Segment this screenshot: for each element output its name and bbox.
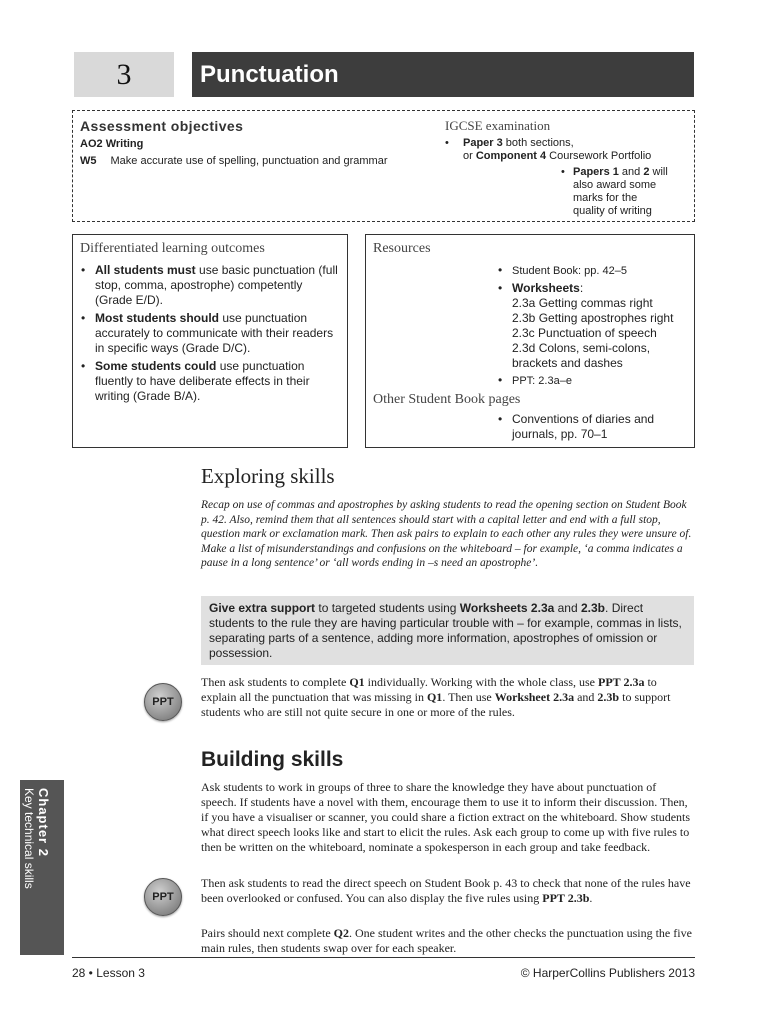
building-para3 <box>201 926 693 956</box>
outcome-bold: All students must <box>95 263 196 277</box>
building-para1: Ask students to work in groups of three to share the knowledge they have about punctuation of speech. If students have a novel with them, encourage them to use it to inform their discussion. Then, if you have a visualiser or scanner, you could share a fiction extract on the whiteboard. Show students what direct speech looks like and start to elicit the rules. Ask each group to come up with five rules to then be written on the whiteboard, nominate a spokesperson in each group and take feedback. <box>201 780 691 854</box>
list-item: • Worksheets: 2.3a Getting commas right 2.3b Getting apostrophes right 2.3c Punctuation of speech 2.3d Colons, semi-colons, brackets and dashes <box>498 281 674 370</box>
other-pages-heading: Other Student Book pages <box>373 392 521 407</box>
worksheet-item: brackets and dashes <box>512 356 623 370</box>
ppt-icon <box>144 878 182 916</box>
text: individually. Working with the whole class, use <box>364 675 598 689</box>
q1: Q1 <box>426 690 443 704</box>
worksheet-item: 2.3b Getting apostrophes right <box>512 311 674 325</box>
list-item <box>77 311 339 356</box>
list-item: • PPT: 2.3a–e <box>498 373 572 387</box>
papers-mid: and <box>618 166 644 178</box>
outcomes-heading: Differentiated learning outcomes <box>80 241 265 256</box>
resources-list <box>498 263 693 389</box>
exam-component4: Component 4 <box>475 150 547 162</box>
outcome-bold: Most students should <box>95 311 219 325</box>
page-title <box>192 52 694 97</box>
page-title-text: Punctuation <box>200 60 339 88</box>
worksheet-item: 2.3c Punctuation of speech <box>512 326 657 340</box>
text: . One student writes and the other checks the punctuation using the five main rules, then students swap over for each speaker. <box>201 926 692 955</box>
exam-line-1: • Paper 3 both sections, <box>445 137 574 149</box>
outcome-text: use punctuation fluently to have deliberate effects in their writing (Grade B/A). <box>95 359 310 403</box>
list-item: • Student Book: pp. 42–5 <box>498 263 627 277</box>
text: . Then use <box>442 690 495 704</box>
ao2-line <box>80 138 143 151</box>
building-heading: Building skills <box>201 748 344 771</box>
extra-support-box <box>201 596 694 665</box>
w-code: W5 <box>80 155 97 167</box>
student-book-ref: Student Book: pp. 42–5 <box>512 265 627 277</box>
worksheets-label: Worksheets <box>512 281 580 295</box>
support-text: to targeted students using <box>315 601 460 615</box>
list-item: • Conventions of diaries and journals, pp. 70–1 <box>498 412 655 441</box>
ppt-2-3b: PPT 2.3b <box>542 891 590 905</box>
ppt-2-3a: PPT 2.3a <box>598 675 645 689</box>
support-period: . <box>605 601 609 615</box>
worksheet-2-3a: Worksheet 2.3a <box>494 690 575 704</box>
resources-heading: Resources <box>373 241 431 256</box>
chapter-subtitle: Key technical skills <box>22 788 36 889</box>
ws-2-3b: 2.3b <box>597 690 620 704</box>
q1: Q1 <box>349 675 365 689</box>
other-item-line2: journals, pp. 70–1 <box>512 427 608 441</box>
papers-line3: marks for the <box>573 192 638 204</box>
ao-label: Writing <box>105 138 144 150</box>
exam-paper3: Paper 3 <box>463 137 503 149</box>
ppt-ref: PPT: 2.3a–e <box>512 375 572 387</box>
worksheet-item: 2.3a Getting commas right <box>512 296 653 310</box>
outcome-text: use punctuation accurately to communicate with their readers in specific ways (Grade D/C). <box>95 311 334 355</box>
support-bold: Give extra support <box>209 601 316 615</box>
exploring-intro: Recap on use of commas and apostrophes by asking students to read the opening section on Student Book p. 42. Also, remind them that all sentences should start with a capital letter and end with a full stop, question mark or exclamation mark. Then ask pairs to explain to each other any rules they were unsure of. Make a list of misunderstandings and confusions on the whiteboard – for example, ‘a comma indicates a pause in a long sentence’ or ‘all words ending in –s need an apostrophe’. <box>201 499 692 570</box>
footer-divider <box>72 957 695 958</box>
support-ws: Worksheets 2.3a <box>459 601 555 615</box>
worksheet-item: 2.3d Colons, semi-colons, <box>512 341 651 355</box>
text: Then ask students to complete <box>201 675 350 689</box>
text: Then ask students to read the direct speech on Student Book p. 43 to check that none of the rules have been overlooked or confused. You can also display the five rules using <box>201 876 691 905</box>
support-and: and <box>554 601 581 615</box>
support-ws2: 2.3b <box>581 601 606 615</box>
list-item <box>77 359 339 404</box>
worksheets-colon: : <box>579 281 584 295</box>
chapter-side-tab <box>20 780 64 955</box>
igcse-heading: IGCSE examination <box>445 118 551 133</box>
lesson-number: 3 <box>74 52 174 97</box>
exam-line1-rest: both sections, <box>502 137 574 149</box>
papers-2: 2 <box>643 166 650 178</box>
support-rest: Direct students to the rule they are having particular trouble with – for example, commas in lists, separating parts of a sentence, adding more information, apostrophes of omission or possession. <box>209 601 682 660</box>
chapter-label: Chapter 2 <box>36 788 51 857</box>
footer-copyright: © HarperCollins Publishers 2013 <box>520 966 695 980</box>
outcome-bold: Some students could <box>95 359 217 373</box>
ppt-icon-label: PPT <box>152 696 174 708</box>
papers-line4: quality of writing <box>573 205 652 217</box>
text: to explain all the punctuation that was missing in <box>201 675 657 704</box>
exam-line2-rest: Coursework Portfolio <box>546 150 652 162</box>
papers-note: • Papers 1 and 2 will also award some marks for the quality of writing <box>561 166 668 217</box>
learning-outcomes-box <box>72 234 348 448</box>
list-item <box>77 263 339 308</box>
q2: Q2 <box>333 926 349 940</box>
footer-page: 28 • Lesson 3 <box>72 966 145 980</box>
text: . <box>589 891 593 905</box>
text: to support students who are still not quite secure in one or more of the rules. <box>201 690 671 719</box>
ppt-icon <box>144 683 182 721</box>
resources-box <box>365 234 695 448</box>
text: Pairs should next complete <box>201 926 334 940</box>
ppt-icon-label: PPT <box>152 891 174 903</box>
exam-line2-pre: or <box>463 150 476 162</box>
ao-code: AO2 <box>80 138 103 150</box>
building-para2 <box>201 876 693 906</box>
w5-line <box>80 155 388 168</box>
assessment-heading: Assessment objectives <box>80 118 244 134</box>
assessment-objectives-box <box>72 110 695 222</box>
outcomes-list <box>77 263 339 404</box>
papers-line2: also award some <box>573 179 657 191</box>
papers-rest: will <box>649 166 668 178</box>
outcome-text: use basic punctuation (full stop, comma, apostrophe) competently (Grade E/D). <box>95 263 338 307</box>
exploring-heading: Exploring skills <box>201 464 335 488</box>
exam-line-2 <box>463 150 651 163</box>
exploring-para2 <box>201 675 691 720</box>
papers-1: Papers 1 <box>573 166 619 178</box>
other-item-line1: Conventions of diaries and <box>512 412 655 426</box>
text: and <box>574 690 598 704</box>
w-text: Make accurate use of spelling, punctuation and grammar <box>110 155 388 167</box>
